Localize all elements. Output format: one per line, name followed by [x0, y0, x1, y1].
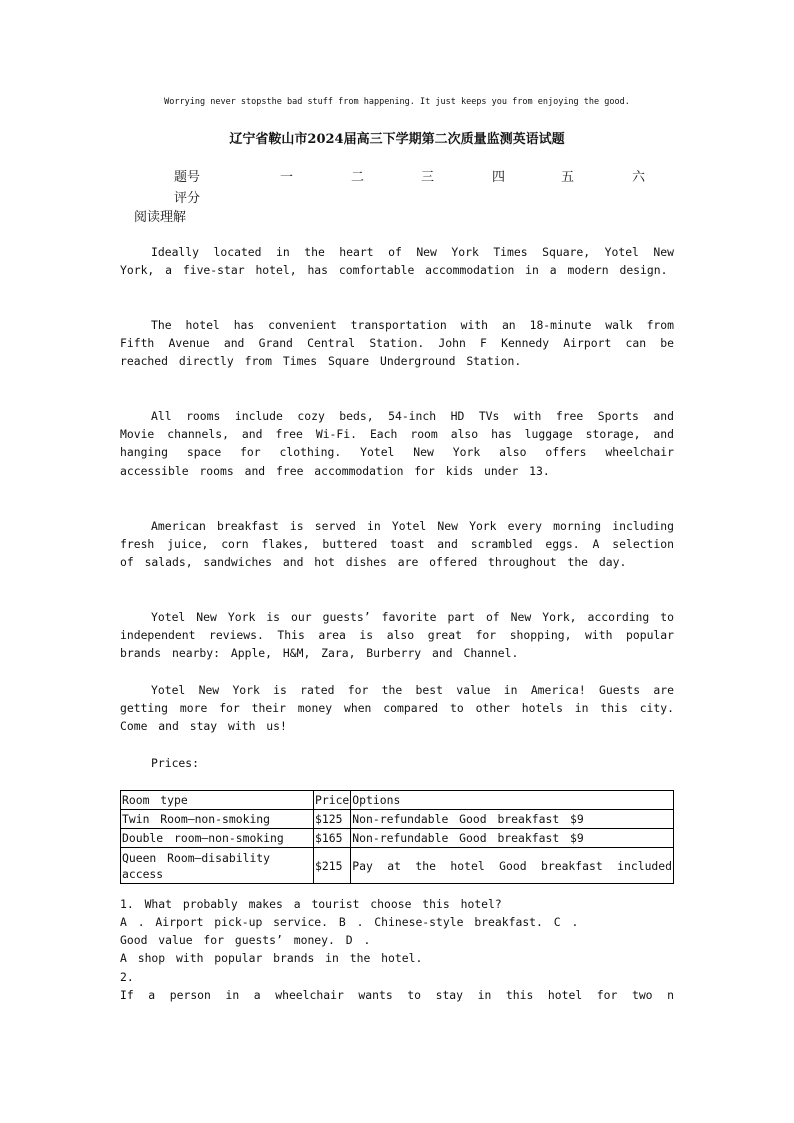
paragraph-text: Yotel New York is our guests’ favorite part of New York, according to independent reviews. This area is also great for shopping, with popular brands nearby: Apple, H&M, Zara, Burberry and Channel. — [120, 610, 674, 661]
table-header-cell: Options — [351, 791, 674, 810]
table-cell: $215 — [314, 848, 351, 884]
table-cell: Pay at the hotel Good breakfast included — [351, 848, 674, 884]
paragraph-text: American breakfast is served in Yotel New York every morning including fresh juice, corn flakes, buttered toast and scrambled eggs. A selection of salads, sandwiches and hot dishes are offered throughout the day. — [120, 519, 674, 570]
paragraph-text: The hotel has convenient transportation with an 18-minute walk from Fifth Avenue and Grand Central Station. John F Kennedy Airport can be reached directly from Times Square Underground Station. — [120, 318, 674, 369]
score-table-column: 四 — [492, 170, 506, 185]
table-row — [121, 810, 674, 829]
score-table-column: 一 — [280, 170, 294, 185]
passage-paragraph — [120, 754, 674, 772]
score-table-column: 六 — [632, 170, 646, 185]
page-title: 辽宁省鞍山市2024届高三下学期第二次质量监测英语试题 — [229, 132, 565, 147]
question-2-number: 2. — [120, 970, 134, 984]
header-motto: Worrying never stopsthe bad stuff from happening. It just keeps you from enjoying the good. — [164, 97, 630, 107]
passage-paragraph — [120, 407, 674, 480]
table-header-row — [121, 791, 674, 810]
question-1-stem: 1. What probably makes a tourist choose this hotel? — [120, 897, 502, 911]
score-table-score-label: 评分 — [174, 191, 201, 206]
question-1-options: A shop with popular brands in the hotel. — [120, 951, 423, 965]
paragraph-text: Yotel New York is rated for the best value in America! Guests are getting more for their money when compared to other hotels in this city. Come and stay with us! — [120, 683, 674, 734]
table-cell: Queen Room—disability access — [121, 848, 314, 884]
table-cell: $165 — [314, 829, 351, 848]
paragraph-text: All rooms include cozy beds, 54-inch HD TVs with free Sports and Movie channels, and free Wi-Fi. Each room also has luggage storage, and hanging space for clothing. Yotel New York also offers wheelchair accessible rooms and free accommodation for kids under 13. — [120, 409, 674, 478]
paragraph-text: Ideally located in the heart of New York Times Square, Yotel New York, a five-star hotel, has comfortable accommodation in a modern design. — [120, 245, 674, 278]
score-table-column: 五 — [561, 170, 575, 185]
question-1-options: A . Airport pick-up service. B . Chinese-style breakfast. C . — [120, 915, 579, 929]
table-row — [121, 829, 674, 848]
passage-paragraph — [120, 316, 674, 371]
question-1-options: Good value for guests’ money. D . — [120, 933, 371, 947]
question-2-stem: If a person in a wheelchair wants to stay in this hotel for two n — [120, 988, 674, 1002]
table-header-cell: Price — [314, 791, 351, 810]
passage-paragraph — [120, 243, 674, 279]
paragraph-text: Prices: — [151, 756, 200, 770]
table-row — [121, 848, 674, 884]
section-heading: 阅读理解 — [134, 210, 187, 225]
table-cell: Non-refundable Good breakfast $9 — [351, 810, 674, 829]
table-cell: Non-refundable Good breakfast $9 — [351, 829, 674, 848]
table-cell: $125 — [314, 810, 351, 829]
score-table-column: 三 — [421, 170, 435, 185]
table-header-cell: Room type — [121, 791, 314, 810]
table-cell: Twin Room—non-smoking — [121, 810, 314, 829]
table-cell: Double room—non-smoking — [121, 829, 314, 848]
score-table-column: 二 — [351, 170, 365, 185]
passage-paragraph — [120, 517, 674, 572]
prices-table — [120, 790, 674, 884]
passage-paragraph — [120, 681, 674, 736]
passage-paragraph — [120, 608, 674, 663]
score-table-header-label: 题号 — [174, 170, 201, 185]
